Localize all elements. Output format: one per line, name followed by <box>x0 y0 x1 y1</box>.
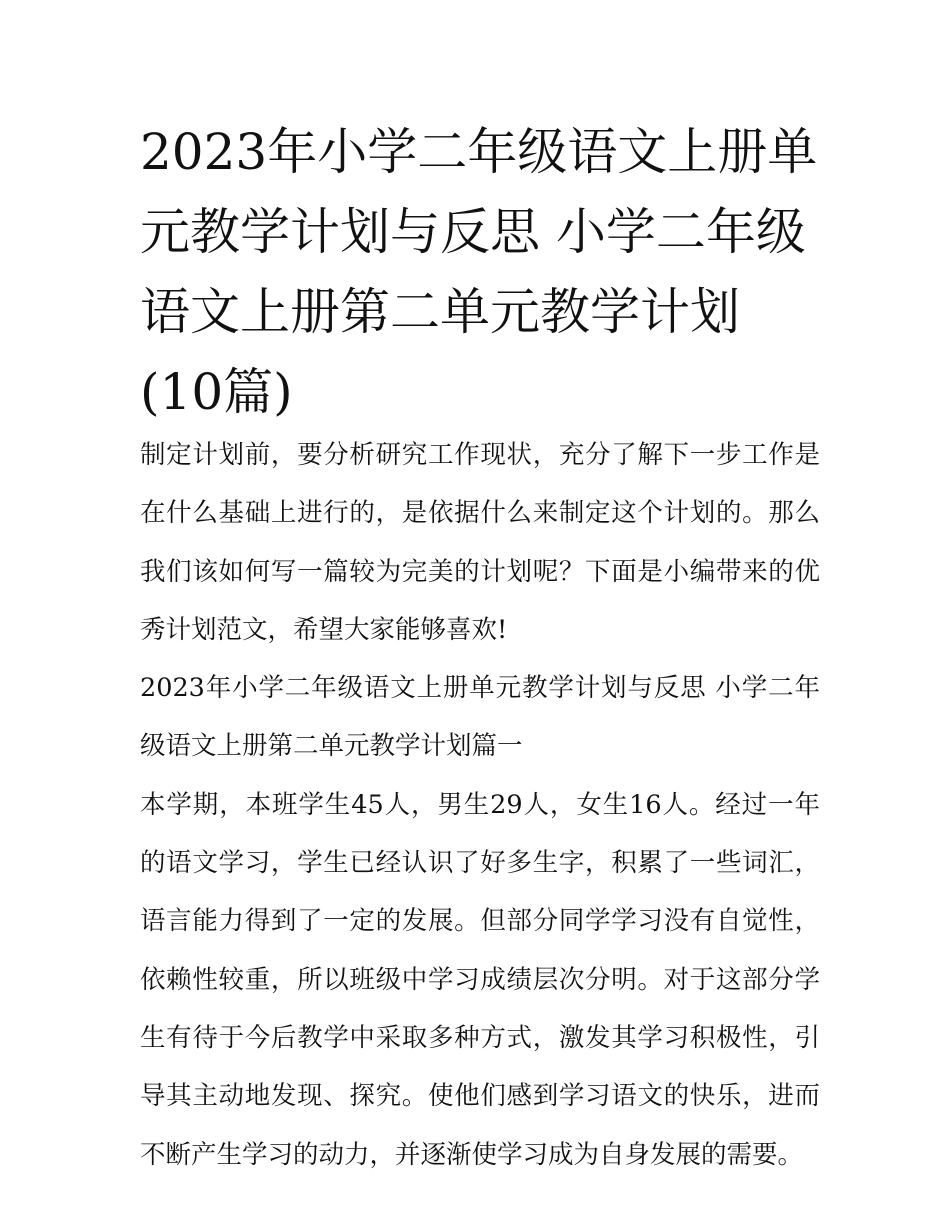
body-paragraph: 本学期，本班学生45人，男生29人，女生16人。经过一年的语文学习，学生已经认识了好多生字，积累了一些词汇，语言能力得到了一定的发展。但部分同学学习没有自觉性，依赖性较重，所以班级中学习成绩层次分明。对于这部分学生有待于今后教学中采取多种方式，激发其学习积极性，引导其主动地发现、探究。使他们感到学习语文的快乐，进而不断产生学习的动力，并逐渐使学习成为自身发展的需要。 <box>140 789 820 1170</box>
intro-paragraph: 制定计划前，要分析研究工作现状，充分了解下一步工作是在什么基础上进行的，是依据什么来制定这个计划的。那么我们该如何写一篇较为完美的计划呢？下面是小编带来的优秀计划范文，希望大家能够喜欢! <box>140 440 820 645</box>
document-title: 2023年小学二年级语文上册单元教学计划与反思 小学二年级语文上册第二单元教学计划(10篇) <box>140 123 818 421</box>
section-heading: 2023年小学二年级语文上册单元教学计划与反思 小学二年级语文上册第二单元教学计划篇一 <box>140 673 820 762</box>
document-body <box>140 426 820 1184</box>
